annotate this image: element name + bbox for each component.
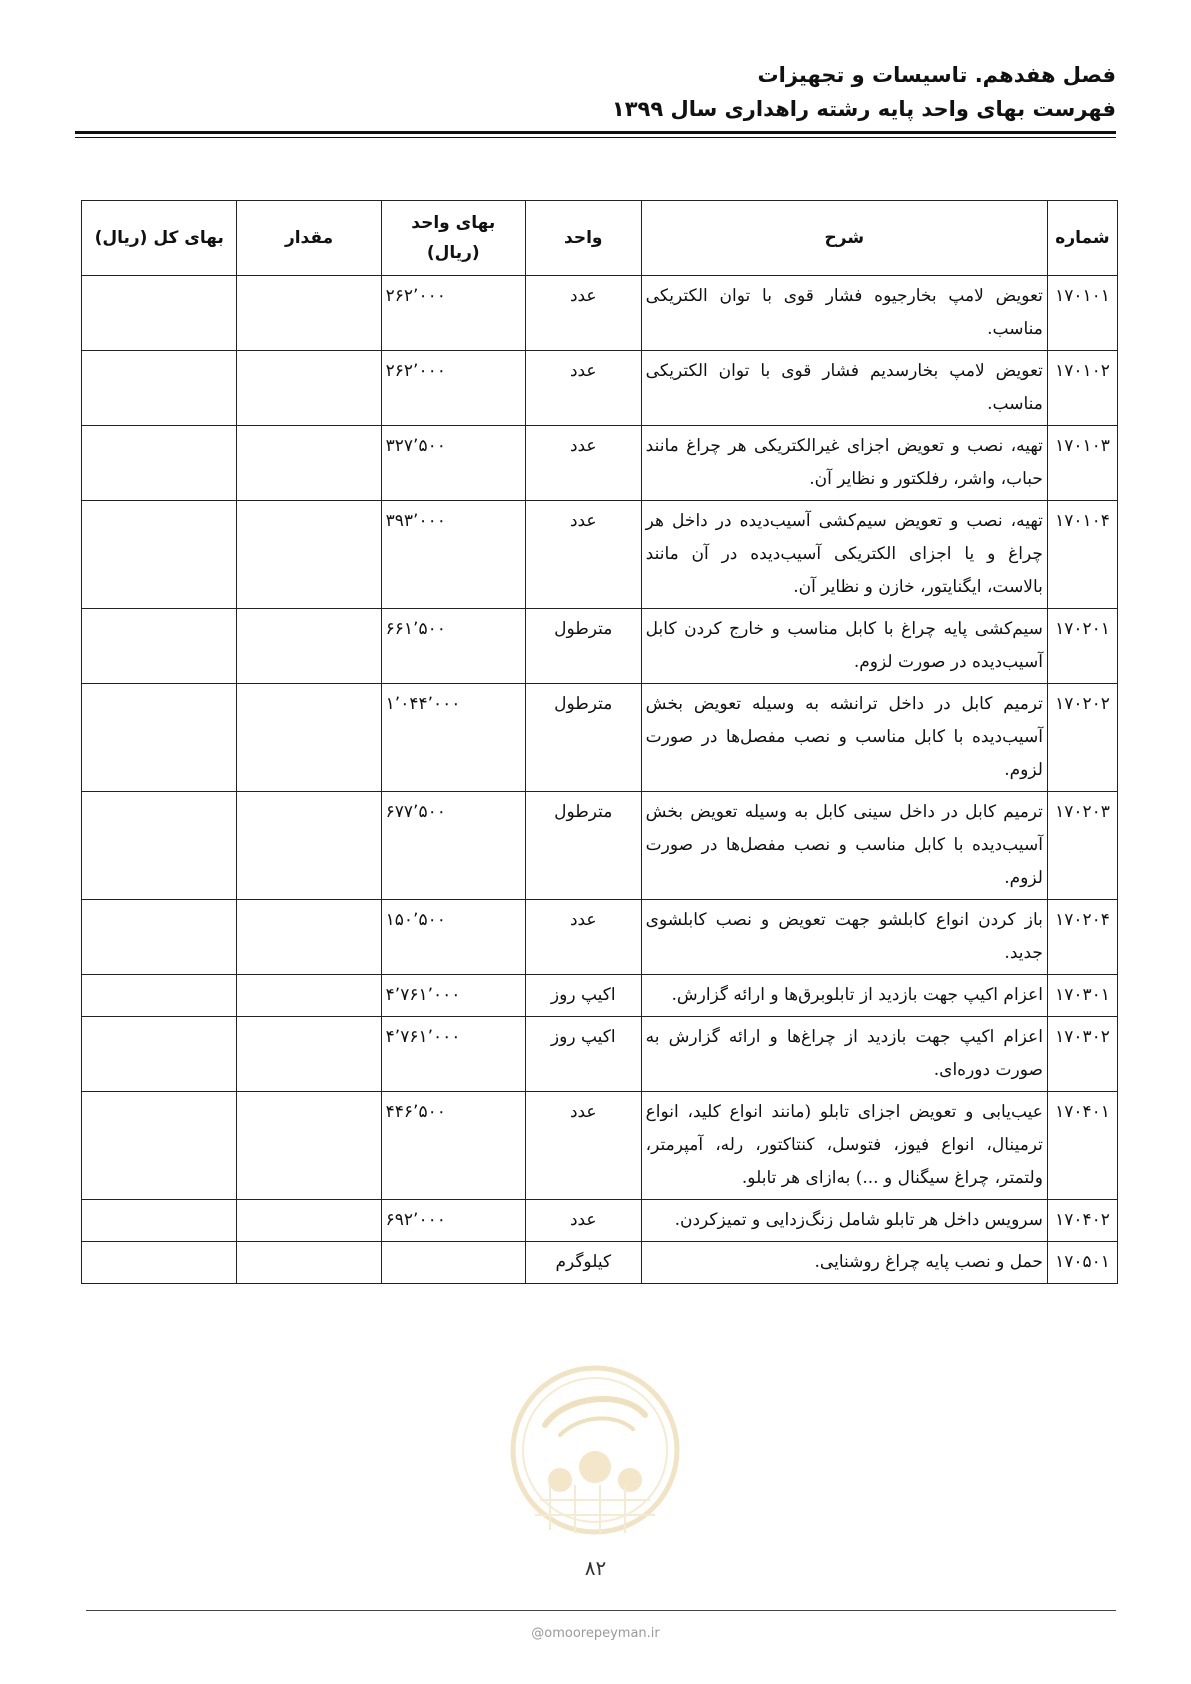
item-unit-price: ۱۵۰٬۵۰۰ [381,900,525,975]
page-number: ۸۲ [584,1556,607,1580]
item-total [82,1092,237,1200]
table-header-row [82,201,1118,276]
item-unit-price: ۶۹۲٬۰۰۰ [381,1200,525,1242]
item-unit: عدد [525,900,641,975]
header-rule-thin [75,137,1116,138]
price-table [81,200,1118,1284]
item-unit-price [381,1242,525,1284]
item-code: ۱۷۰۲۰۴ [1047,900,1117,975]
table-row [82,792,1118,900]
item-code: ۱۷۰۲۰۱ [1047,609,1117,684]
item-quantity [237,684,381,792]
item-description: باز کردن انواع کابلشو جهت تعویض و نصب کابلشوی جدید. [641,900,1047,975]
item-quantity [237,501,381,609]
item-unit-price: ۳۲۷٬۵۰۰ [381,426,525,501]
item-total [82,1200,237,1242]
watermark-logo-seal [505,1355,685,1575]
item-description: اعزام اکیپ جهت بازدید از تابلوبرق‌ها و ارائه گزارش. [641,975,1047,1017]
item-quantity [237,351,381,426]
item-unit: عدد [525,276,641,351]
item-code: ۱۷۰۲۰۳ [1047,792,1117,900]
item-code: ۱۷۰۳۰۲ [1047,1017,1117,1092]
item-code: ۱۷۰۱۰۲ [1047,351,1117,426]
item-quantity [237,609,381,684]
footer-rule [86,1610,1116,1611]
item-total [82,276,237,351]
item-code: ۱۷۰۱۰۱ [1047,276,1117,351]
table-row [82,1242,1118,1284]
item-description: تعویض لامپ بخارسدیم فشار قوی با توان الکتریکی مناسب. [641,351,1047,426]
table-row [82,975,1118,1017]
item-unit-price: ۳۹۳٬۰۰۰ [381,501,525,609]
item-unit: عدد [525,351,641,426]
item-unit-price: ۱٬۰۴۴٬۰۰۰ [381,684,525,792]
item-code: ۱۷۰۵۰۱ [1047,1242,1117,1284]
item-code: ۱۷۰۲۰۲ [1047,684,1117,792]
table-row [82,426,1118,501]
item-quantity [237,1242,381,1284]
table-row [82,684,1118,792]
item-unit-price: ۴٬۷۶۱٬۰۰۰ [381,1017,525,1092]
item-quantity [237,900,381,975]
col-header-price-line2: (ریال) [426,243,480,263]
page-header [612,58,1116,126]
item-total [82,1242,237,1284]
item-total [82,1017,237,1092]
col-header-total: بهای کل (ریال) [82,201,237,276]
item-unit-price: ۶۷۷٬۵۰۰ [381,792,525,900]
col-header-price-line1: بهای واحد [411,213,496,233]
col-header-desc: شرح [641,201,1047,276]
item-unit: اکیپ روز [525,1017,641,1092]
item-quantity [237,1092,381,1200]
item-total [82,684,237,792]
item-description: ترمیم کابل در داخل ترانشه به وسیله تعویض بخش آسیب‌دیده با کابل مناسب و نصب مفصل‌ها در صورت لزوم. [641,684,1047,792]
item-total [82,609,237,684]
item-description: اعزام اکیپ جهت بازدید از چراغ‌ها و ارائه گزارش به صورت دوره‌ای. [641,1017,1047,1092]
item-unit-price: ۶۶۱٬۵۰۰ [381,609,525,684]
table-row [82,609,1118,684]
item-unit-price: ۴٬۷۶۱٬۰۰۰ [381,975,525,1017]
item-unit: عدد [525,426,641,501]
item-unit-price: ۲۶۲٬۰۰۰ [381,351,525,426]
item-description: تهیه، نصب و تعویض سیم‌کشی آسیب‌دیده در داخل هر چراغ و یا اجزای الکتریکی آسیب‌دیده در آن مانند بالاست، ایگنایتور، خازن و نظایر آن. [641,501,1047,609]
col-header-unit: واحد [525,201,641,276]
item-unit-price: ۴۴۶٬۵۰۰ [381,1092,525,1200]
item-description: تهیه، نصب و تعویض اجزای غیرالکتریکی هر چراغ مانند حباب، واشر، رفلکتور و نظایر آن. [641,426,1047,501]
item-quantity [237,975,381,1017]
table-row [82,276,1118,351]
item-description: تعویض لامپ بخارجیوه فشار قوی با توان الکتریکی مناسب. [641,276,1047,351]
table-row [82,1017,1118,1092]
chapter-title: فصل هفدهم. تاسیسات و تجهیزات [757,63,1116,87]
item-quantity [237,1200,381,1242]
item-code: ۱۷۰۱۰۴ [1047,501,1117,609]
table-row [82,501,1118,609]
item-quantity [237,792,381,900]
item-quantity [237,276,381,351]
table-row [82,1092,1118,1200]
item-total [82,426,237,501]
item-total [82,900,237,975]
table-row [82,351,1118,426]
item-unit: مترطول [525,684,641,792]
table-row [82,1200,1118,1242]
item-description: ترمیم کابل در داخل سینی کابل به وسیله تعویض بخش آسیب‌دیده با کابل مناسب و نصب مفصل‌ها در صورت لزوم. [641,792,1047,900]
item-total [82,975,237,1017]
table-row [82,900,1118,975]
item-quantity [237,1017,381,1092]
list-title: فهرست بهای واحد پایه رشته راهداری سال ۱۳۹۹ [611,97,1116,121]
item-unit: عدد [525,1200,641,1242]
item-code: ۱۷۰۴۰۲ [1047,1200,1117,1242]
item-total [82,501,237,609]
website-watermark: @omoorepeyman.ir [531,1626,660,1641]
item-unit-price: ۲۶۲٬۰۰۰ [381,276,525,351]
col-header-qty: مقدار [237,201,381,276]
item-unit: مترطول [525,609,641,684]
item-unit: مترطول [525,792,641,900]
item-unit: عدد [525,1092,641,1200]
item-description: سیم‌کشی پایه چراغ با کابل مناسب و خارج کردن کابل آسیب‌دیده در صورت لزوم. [641,609,1047,684]
item-total [82,351,237,426]
item-unit: عدد [525,501,641,609]
item-code: ۱۷۰۱۰۳ [1047,426,1117,501]
item-code: ۱۷۰۴۰۱ [1047,1092,1117,1200]
item-description: سرویس داخل هر تابلو شامل زنگ‌زدایی و تمیزکردن. [641,1200,1047,1242]
item-description: حمل و نصب پایه چراغ روشنایی. [641,1242,1047,1284]
col-header-price [381,201,525,276]
col-header-code: شماره [1047,201,1117,276]
header-rule-thick [75,131,1116,134]
item-unit: اکیپ روز [525,975,641,1017]
item-description: عیب‌یابی و تعویض اجزای تابلو (مانند انواع کلید، انواع ترمینال، انواع فیوز، فتوسل، کنتاکتور، رله، آمپرمتر، ولتمتر، چراغ سیگنال و ...) به‌ازای هر تابلو. [641,1092,1047,1200]
item-total [82,792,237,900]
item-code: ۱۷۰۳۰۱ [1047,975,1117,1017]
item-quantity [237,426,381,501]
item-unit: کیلوگرم [525,1242,641,1284]
